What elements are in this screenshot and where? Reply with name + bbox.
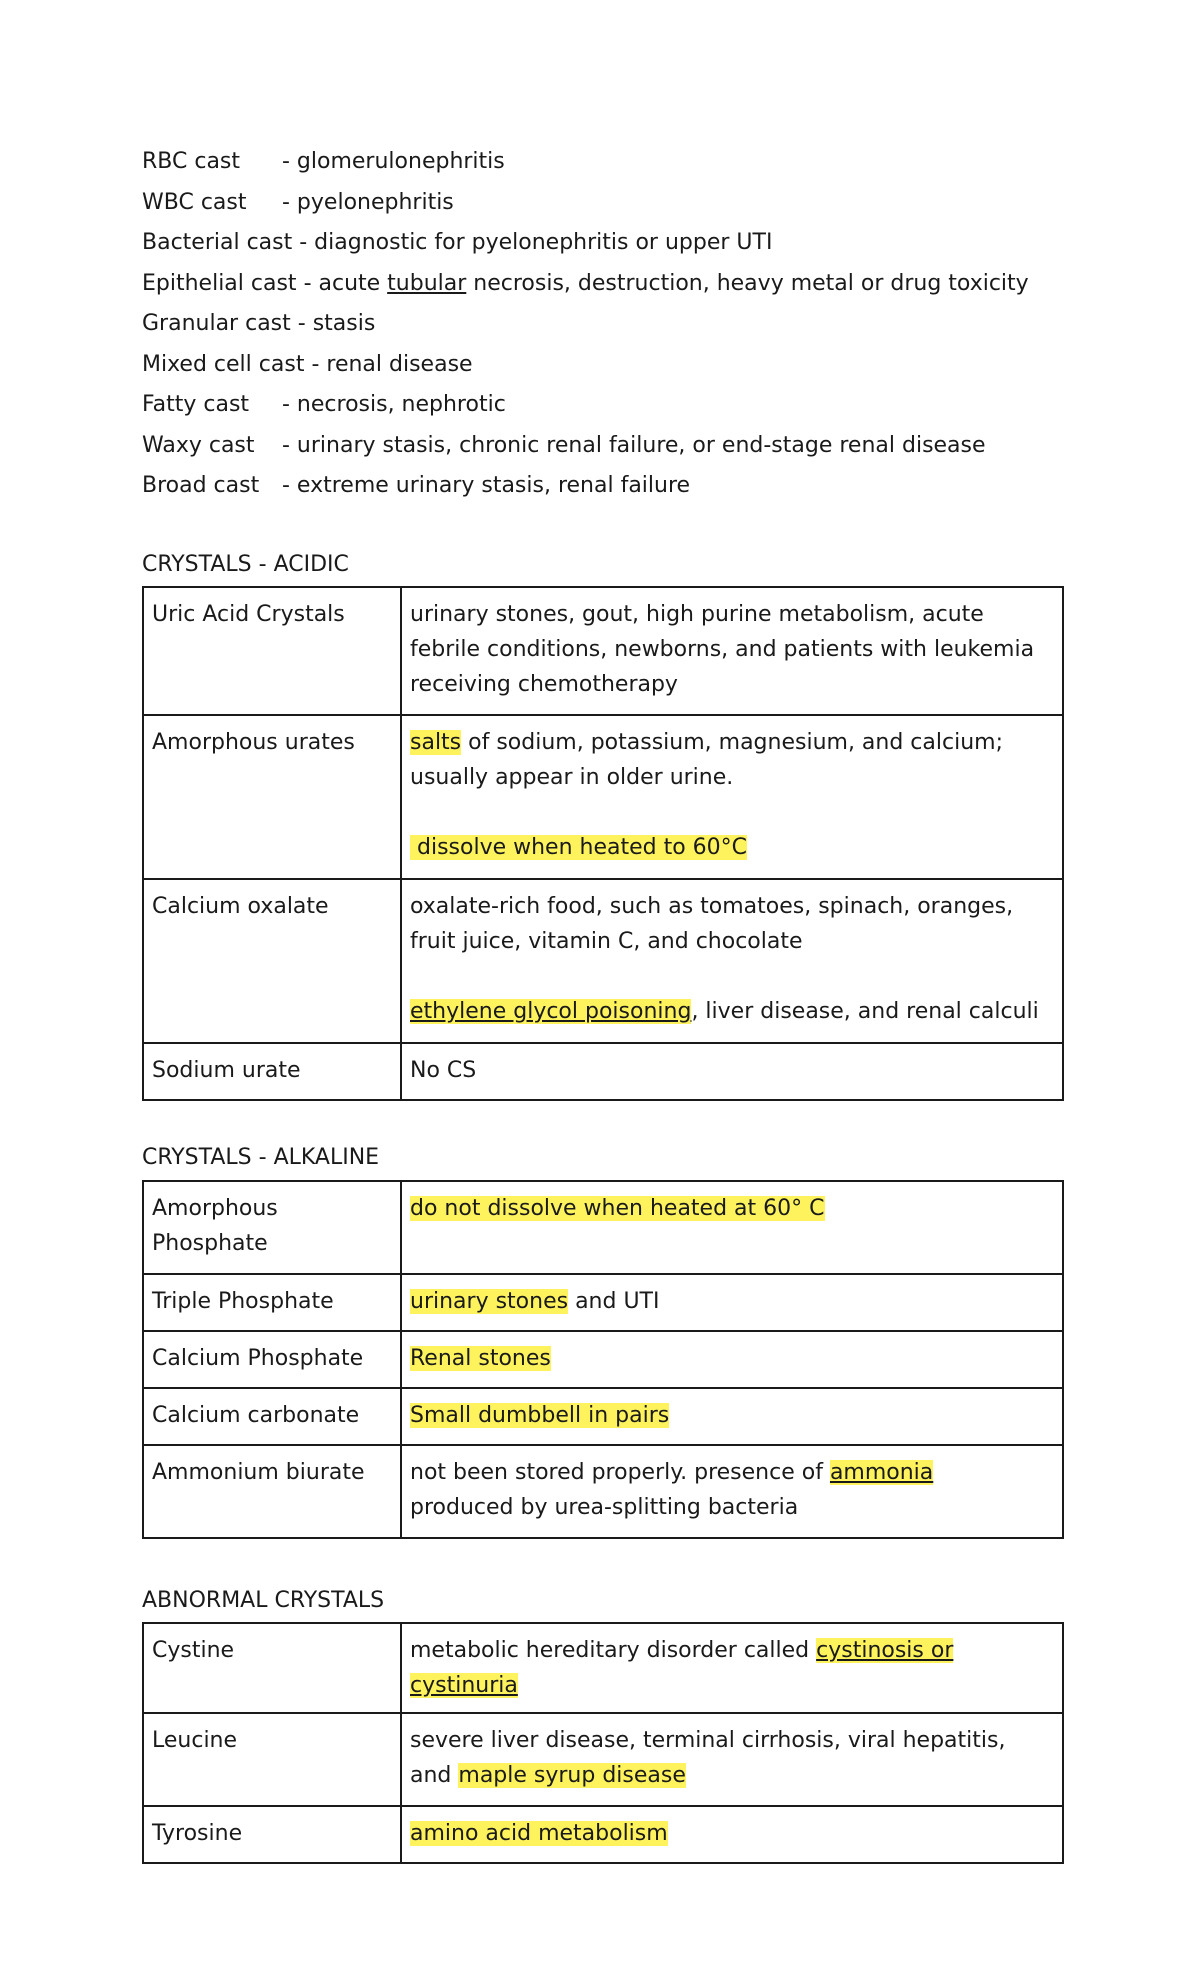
cast-name: Fatty cast <box>142 392 250 417</box>
crystal-desc <box>401 1713 1063 1806</box>
table-row <box>143 1274 1063 1331</box>
crystal-desc <box>401 1331 1063 1388</box>
crystal-name: Cystine <box>143 1623 401 1713</box>
highlight: cystinosis or cystinuria <box>410 1638 954 1698</box>
desc-pre: metabolic hereditary disorder called <box>410 1638 817 1663</box>
desc-rest: , liver disease, and renal calculi <box>691 999 1039 1024</box>
alkaline-table <box>142 1180 1064 1539</box>
crystal-desc: No CS <box>401 1043 1063 1100</box>
crystal-name: Leucine <box>143 1713 401 1806</box>
crystal-desc <box>401 1445 1063 1538</box>
cast-desc: - renal disease <box>311 351 473 377</box>
crystal-desc <box>401 1388 1063 1445</box>
crystal-desc <box>401 1806 1063 1863</box>
crystal-name: Calcium carbonate <box>143 1388 401 1445</box>
cast-desc-b: necrosis, destruction, heavy metal or drug toxicity <box>466 270 1029 296</box>
highlight: ammonia <box>829 1460 934 1485</box>
cast-waxy <box>142 426 1062 467</box>
crystal-desc <box>401 715 1063 879</box>
table-row <box>143 1806 1063 1863</box>
crystal-desc <box>401 1181 1063 1274</box>
cast-name: RBC cast <box>142 149 241 174</box>
table-row <box>143 1181 1063 1274</box>
cast-desc: - pyelonephritis <box>282 189 454 215</box>
highlight: maple syrup disease <box>458 1763 686 1788</box>
desc-pre: not been stored properly. presence of <box>410 1460 830 1485</box>
cast-desc: - stasis <box>297 311 376 336</box>
crystal-name: Triple Phosphate <box>143 1274 401 1331</box>
cast-name: Waxy cast <box>142 432 255 458</box>
crystal-name: Sodium urate <box>143 1043 401 1100</box>
highlight: Small dumbbell in pairs <box>410 1403 670 1428</box>
casts-list <box>142 142 1062 507</box>
cast-granular <box>142 304 1062 345</box>
desc-pre: severe liver disease, terminal cirrhosis, viral hepatitis, and <box>410 1728 1006 1788</box>
crystal-name: Tyrosine <box>143 1806 401 1863</box>
cast-broad <box>142 466 1062 507</box>
crystal-desc <box>401 879 1063 1043</box>
crystal-name: Ammonium biurate <box>143 1445 401 1538</box>
crystal-desc <box>401 1274 1063 1331</box>
cast-rbc <box>142 142 1062 183</box>
table-row <box>143 1445 1063 1538</box>
table-row <box>143 879 1063 1043</box>
abnormal-table <box>142 1622 1064 1864</box>
table-row <box>143 587 1063 715</box>
crystal-name: Calcium Phosphate <box>143 1331 401 1388</box>
highlight-note: dissolve when heated to 60°C <box>410 835 748 860</box>
highlight: do not dissolve when heated at 60° C <box>410 1196 825 1221</box>
highlight: urinary stones <box>410 1289 569 1314</box>
highlight: salts <box>410 730 462 755</box>
cast-desc: - urinary stasis, chronic renal failure, or end-stage renal disease <box>282 432 986 458</box>
section-title-abnormal: ABNORMAL CRYSTALS <box>142 1588 385 1613</box>
crystal-name: Uric Acid Crystals <box>143 587 401 715</box>
desc-text: oxalate-rich food, such as tomatoes, spinach, oranges, fruit juice, vitamin C, and chocolate <box>410 894 1014 954</box>
acidic-table <box>142 586 1064 1101</box>
table-row <box>143 1713 1063 1806</box>
crystal-desc: urinary stones, gout, high purine metabolism, acute febrile conditions, newborns, and patients with leukemia receiving chemotherapy <box>401 587 1063 715</box>
highlight: amino acid metabolism <box>410 1821 668 1846</box>
section-title-alkaline: CRYSTALS - ALKALINE <box>142 1145 380 1170</box>
cast-bacterial <box>142 223 1062 264</box>
cast-desc: - necrosis, nephrotic <box>282 392 506 417</box>
table-row <box>143 715 1063 879</box>
table-row <box>143 1623 1063 1713</box>
cast-name: Mixed cell cast <box>142 351 305 377</box>
table-row <box>143 1331 1063 1388</box>
cast-desc-a: - acute <box>303 270 388 296</box>
cast-wbc <box>142 183 1062 224</box>
cast-desc-underlined: tubular <box>387 270 467 296</box>
highlight: ethylene glycol poisoning <box>410 999 692 1024</box>
cast-name: Broad cast <box>142 473 260 498</box>
cast-name: Granular cast <box>142 311 291 336</box>
crystal-name: Amorphous Phosphate <box>143 1181 401 1274</box>
desc-rest: produced by urea-splitting bacteria <box>410 1495 799 1520</box>
cast-epithelial <box>142 264 1062 305</box>
desc-rest: and UTI <box>568 1289 660 1314</box>
desc-rest: of sodium, potassium, magnesium, and calcium; usually appear in older urine. <box>410 730 1003 790</box>
crystal-name: Calcium oxalate <box>143 879 401 1043</box>
cast-mixed-cell <box>142 345 1062 386</box>
cast-name: Bacterial cast <box>142 230 293 255</box>
cast-name: Epithelial cast <box>142 270 297 296</box>
section-title-acidic: CRYSTALS - ACIDIC <box>142 552 349 577</box>
cast-desc: - glomerulonephritis <box>282 149 505 174</box>
crystal-desc <box>401 1623 1063 1713</box>
cast-fatty <box>142 385 1062 426</box>
cast-desc: - extreme urinary stasis, renal failure <box>282 473 691 498</box>
cast-name: WBC cast <box>142 189 247 215</box>
table-row <box>143 1388 1063 1445</box>
crystal-name: Amorphous urates <box>143 715 401 879</box>
cast-desc: - diagnostic for pyelonephritis or upper UTI <box>299 230 773 255</box>
highlight: Renal stones <box>410 1346 551 1371</box>
table-row <box>143 1043 1063 1100</box>
